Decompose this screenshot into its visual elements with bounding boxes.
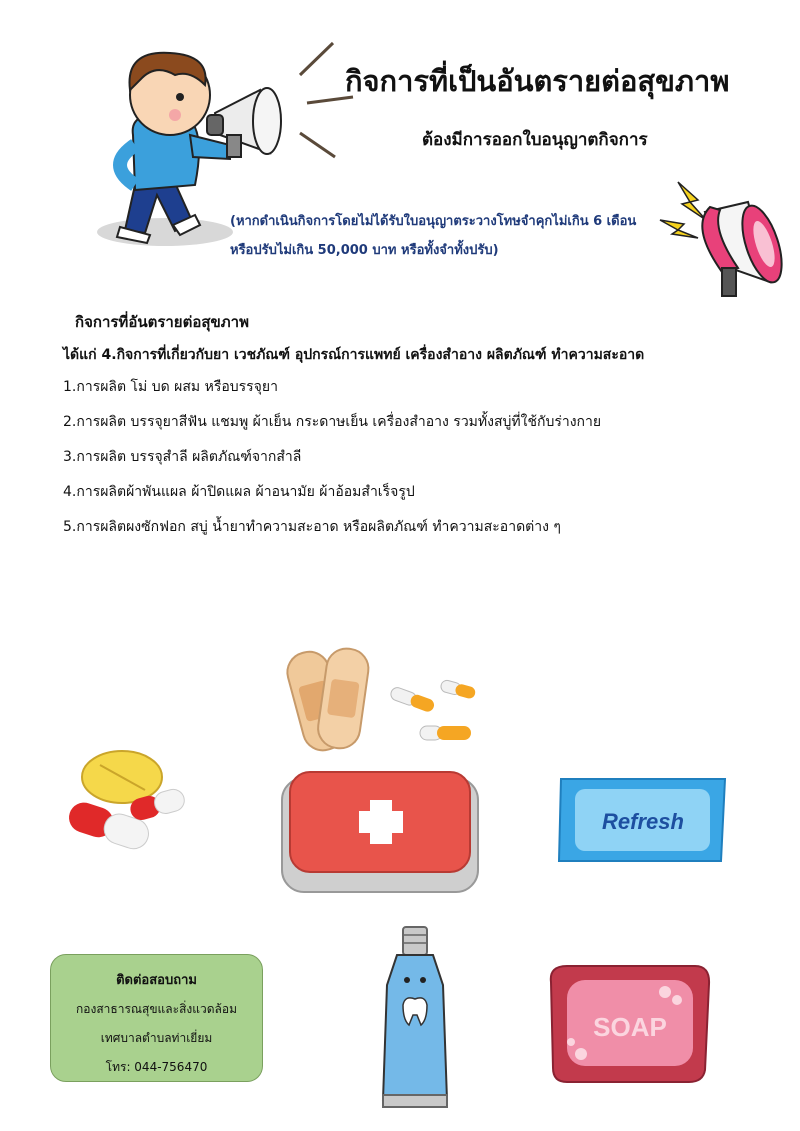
list-item: 2.การผลิต บรรจุยาสีฟัน แชมพู ผ้าเย็น กระดาษเย็น เครื่องสำอาง รวมทั้งสบู่ที่ใช้กับร่างกาย [63,414,602,430]
penalty-note [230,207,636,265]
contact-phone: โทร: 044-756470 [105,1060,208,1074]
first-aid-kit-icon [280,770,480,895]
section-intro: ได้แก่ 4.กิจการที่เกี่ยวกับยา เวชภัณฑ์ อุปกรณ์การแพทย์ เครื่องสำอาง ผลิตภัณฑ์ ทำความสะอาด [63,347,645,363]
list-item: 4.การผลิตผ้าพันแผล ผ้าปิดแผล ผ้าอนามัย ผ้าอ้อมสำเร็จรูป [63,484,415,500]
toothpaste-icon [375,925,455,1110]
contact-department: กองสาธารณสุขและสิ่งแวดล้อม [75,1002,237,1016]
contact-title: ติดต่อสอบถาม [116,973,197,988]
list-item: 3.การผลิต บรรจุสำลี ผลิตภัณฑ์จากสำลี [63,449,302,465]
megaphone-icon [650,172,790,302]
business-list [63,376,601,551]
contact-municipality: เทศบาลตำบลท่าเยี่ยม [100,1031,213,1045]
list-item: 1.การผลิต โม่ บด ผสม หรือบรรจุยา [63,379,278,395]
contact-box [50,954,263,1082]
soap-bar-label: SOAP [593,1012,667,1042]
page-subtitle: ต้องมีการออกใบอนุญาตกิจการ [422,130,648,150]
list-item: 5.การผลิตผงซักฟอก สบู่ น้ำยาทำความสะอาด หรือผลิตภัณฑ์ ทำความสะอาดต่าง ๆ [63,519,561,535]
soap-pack-icon [555,775,730,865]
page-title: กิจการที่เป็นอันตรายต่อสุขภาพ [345,64,730,98]
section-heading: กิจการที่อันตรายต่อสุขภาพ [75,313,249,331]
soap-bar-icon [545,958,715,1088]
penalty-line: (หากดำเนินกิจการโดยไม่ได้รับใบอนุญาตระวางโทษจำคุกไม่เกิน 6 เดือน [230,214,637,229]
penalty-line: หรือปรับไม่เกิน 50,000 บาท หรือทั้งจำทั้งปรับ) [230,243,499,258]
bandage-icon [280,640,380,760]
pill-icon [60,745,190,860]
capsule-icon [385,680,480,750]
soap-pack-brand: Refresh [602,809,684,834]
